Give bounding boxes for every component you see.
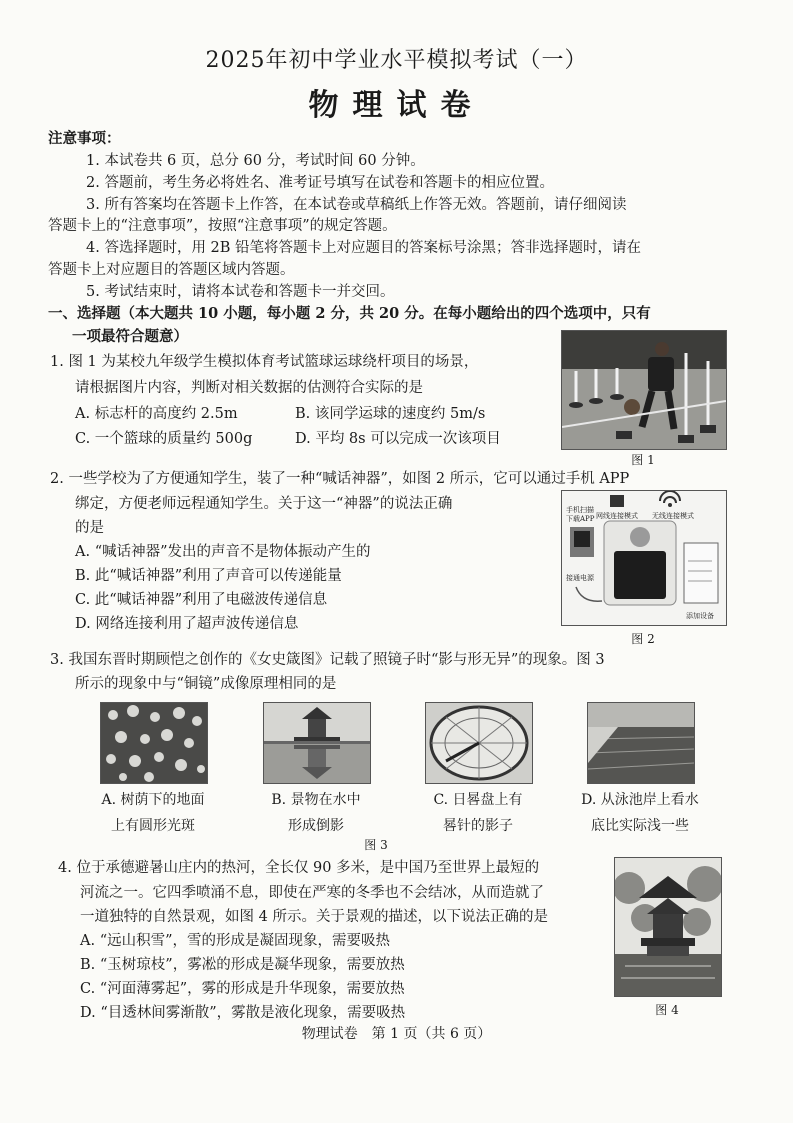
notice-item: 2. 答题前，考生务必将姓名、准考证号填写在试卷和答题卡的相应位置。 — [86, 175, 554, 191]
option-c: C. “河面薄雾起”，雾的形成是升华现象，需要放热 — [80, 981, 405, 997]
caption-line: B. 景物在水中 — [271, 792, 361, 808]
fig2-label-download: 下载APP — [566, 515, 595, 523]
option-d: D. 平均 8s 可以完成一次该项目 — [295, 431, 501, 447]
option-b: B. “玉树琼枝”，雾凇的形成是凝华现象，需要放热 — [80, 957, 405, 973]
option-b: B. 该同学运球的速度约 5m/s — [295, 406, 486, 422]
fig2-label-add: 添加设备 — [686, 612, 714, 620]
fig2-label-net: 网线连接模式 — [596, 512, 638, 520]
notice-item: 答题卡上对应题目的答题区域内答题。 — [48, 262, 295, 278]
figure-3a-caption — [78, 787, 228, 839]
figure-2-speaker-device — [561, 490, 727, 626]
option-d: D. 网络连接利用了超声波传递信息 — [75, 616, 299, 632]
fig2-label-power: 接通电源 — [566, 574, 594, 582]
question-2-stem: 绑定，方便老师远程通知学生。关于这一“神器”的说法正确 — [75, 496, 453, 512]
notice-item: 1. 本试卷共 6 页，总分 60 分，考试时间 60 分钟。 — [86, 153, 425, 169]
question-2-stem: 的是 — [75, 520, 104, 536]
page-footer: 物理试卷 第 1 页（共 6 页） — [301, 1026, 492, 1042]
figure-3d-caption — [560, 787, 720, 839]
question-4-stem: 河流之一。它四季喷涌不息，即使在严寒的冬季也不会结冰，从而造就了 — [80, 885, 544, 901]
question-3-stem: 3. 我国东晋时期顾恺之创作的《女史箴图》记载了照镜子时“影与形无异”的现象。图 3 — [50, 652, 605, 668]
option-c: C. 此“喊话神器”利用了电磁波传递信息 — [75, 592, 328, 608]
caption-line: A. 树荫下的地面 — [101, 792, 205, 808]
option-a: A. “远山积雪”，雪的形成是凝固现象，需要吸热 — [80, 933, 391, 949]
figure-3b-caption — [241, 787, 391, 839]
option-a: A. 标志杆的高度约 2.5m — [75, 406, 238, 422]
question-3-stem: 所示的现象中与“铜镜”成像原理相同的是 — [75, 676, 337, 692]
figure-4-pavilion-photo — [614, 857, 722, 997]
section-heading-cont: 一项最符合题意） — [72, 328, 188, 345]
fig2-label-wifi: 无线连接模式 — [652, 512, 694, 520]
figure-3b-reflection — [263, 702, 371, 784]
caption-line: 形成倒影 — [288, 818, 344, 834]
question-1-stem: 1. 图 1 为某校九年级学生模拟体育考试篮球运球绕杆项目的场景， — [50, 354, 479, 370]
option-b: B. 此“喊话神器”利用了声音可以传递能量 — [75, 568, 342, 584]
figure-3a-light-spots — [100, 702, 208, 784]
option-a: A. “喊话神器”发出的声音不是物体振动产生的 — [75, 544, 371, 560]
caption-line: C. 日晷盘上有 — [433, 792, 523, 808]
notice-item: 3. 所有答案均在答题卡上作答，在本试卷或草稿纸上作答无效。答题前，请仔细阅读 — [86, 197, 627, 213]
option-c: C. 一个篮球的质量约 500g — [75, 431, 253, 447]
subject-title: 物理试卷 — [308, 88, 485, 123]
question-4-stem: 4. 位于承德避暑山庄内的热河，全长仅 90 多米，是中国乃至世界上最短的 — [58, 860, 540, 876]
figure-1-basketball-photo — [561, 330, 727, 450]
option-d: D. “目透林间雾渐散”，雾散是液化现象，需要吸热 — [80, 1005, 406, 1021]
question-4-stem: 一道独特的自然景观，如图 4 所示。关于景观的描述，以下说法正确的是 — [80, 909, 548, 925]
notice-heading: 注意事项： — [48, 130, 121, 147]
caption-line: 上有圆形光斑 — [111, 818, 195, 834]
figure-3d-pool — [587, 702, 695, 784]
notice-item: 答题卡上的“注意事项”，按照“注意事项”的规定答题。 — [48, 218, 397, 234]
notice-item: 5. 考试结束时，请将本试卷和答题卡一并交回。 — [86, 284, 395, 300]
figure-2-caption: 图 2 — [631, 632, 655, 646]
figure-3c-caption — [403, 787, 553, 839]
figure-3-caption: 图 3 — [364, 838, 388, 852]
notice-item: 4. 答选择题时，用 2B 铅笔将答题卡上对应题目的答案标号涂黑；答非选择题时，请在 — [86, 240, 642, 256]
question-2-stem: 2. 一些学校为了方便通知学生，装了一种“喊话神器”，如图 2 所示，它可以通过手机 APP — [50, 471, 630, 487]
figure-1-caption: 图 1 — [631, 453, 655, 467]
caption-line: D. 从泳池岸上看水 — [581, 792, 699, 808]
exam-title: 2025年初中学业水平模拟考试（一） — [205, 48, 588, 73]
caption-line: 底比实际浅一些 — [591, 818, 689, 834]
caption-line: 晷针的影子 — [443, 818, 513, 834]
figure-4-caption: 图 4 — [655, 1003, 679, 1017]
question-1-stem: 请根据图片内容，判断对相关数据的估测符合实际的是 — [75, 380, 423, 396]
figure-3c-sundial — [425, 702, 533, 784]
fig2-label-scan: 手机扫描 — [566, 506, 594, 514]
section-heading: 一、选择题（本大题共 10 小题，每小题 2 分，共 20 分。在每小题给出的四个选项中，只有 — [48, 305, 651, 322]
